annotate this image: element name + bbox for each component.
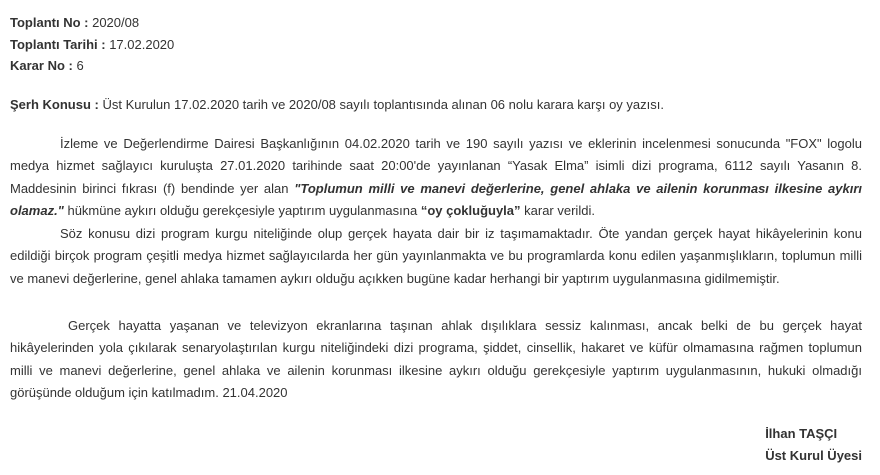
regulation-quote: "Toplumun milli ve manevi değerlerine, genel ahlaka ve ailenin korunması ilkesine aykırı olamaz." bbox=[10, 180, 862, 218]
signatory-name: İlhan TAŞÇI bbox=[765, 426, 838, 441]
signature-block bbox=[765, 423, 862, 467]
paragraph-fiction-argument bbox=[10, 223, 862, 290]
subject-text: Üst Kurulun 17.02.2020 tarih ve 2020/08 sayılı toplantısında alınan 06 nolu karara karşı oy yazısı. bbox=[102, 97, 664, 112]
paragraph-decision-part3: karar verildi. bbox=[520, 202, 595, 218]
paragraph-conclusion bbox=[10, 315, 862, 404]
paragraph-decision-part2: hükmüne aykırı olduğu gerekçesiyle yaptırım uygulanmasına bbox=[63, 202, 421, 218]
subject-label: Şerh Konusu : bbox=[10, 97, 99, 112]
paragraph-decision bbox=[10, 133, 862, 222]
signatory-title: Üst Kurul Üyesi bbox=[765, 448, 862, 463]
meeting-date-value: 17.02.2020 bbox=[109, 37, 175, 52]
meeting-number-label: Toplantı No : bbox=[10, 15, 89, 30]
meeting-number-line bbox=[10, 12, 139, 34]
meeting-date-line bbox=[10, 34, 174, 56]
meeting-date-label: Toplantı Tarihi : bbox=[10, 37, 106, 52]
paragraph-conclusion-text: Gerçek hayatta yaşanan ve televizyon ekranlarına taşınan ahlak dışılıklara sessiz kalınması, ancak belki de bu gerçek hayat hikâyelerinden yola çıkılarak senaryolaştırılan kurgu niteliğindeki dizi programa, şiddet, cinsellik, hakaret ve küfür olmamasına rağmen toplumun milli ve manevi değerlerine, genel ahlaka ve ailenin korunması ilkesine aykırı olduğu gerekçesiyle yaptırım uygulanmasının, hukuki olmadığı görüşünde olduğum için katılmadım. 21.04.2020 bbox=[10, 318, 862, 400]
vote-result: “oy çokluğuyla” bbox=[420, 202, 521, 218]
meeting-number-value: 2020/08 bbox=[92, 15, 140, 30]
decision-number-label: Karar No : bbox=[10, 58, 73, 73]
subject-line bbox=[10, 94, 664, 116]
paragraph-decision-part1: İzleme ve Değerlendirme Dairesi Başkanlığının 04.02.2020 tarih ve 190 sayılı yazısı ve eklerinin incelenmesi sonucunda "FOX" logolu medya hizmet sağlayıcı kuruluşta 27.01.2020 tarihinde saat 20:00'de yayınlanan “Yasak Elma” isimli dizi programa, 6112 sayılı Yasanın 8. Maddesinin birinci fıkrası (f) bendinde yer alan bbox=[10, 136, 862, 196]
paragraph-fiction-text: Söz konusu dizi program kurgu niteliğinde olup gerçek hayata dair bir iz taşımamaktadır. Öte yandan gerçek hayat hikâyelerinin konu edildiği birçok program çeşitli medya hizmet sağlayıcılarda her gün yayınlanmakta ve bu programlarda konu edilen yaşanmışlıkların, toplumun milli ve manevi değerlerine, genel ahlaka tamamen aykırı olduğu açıkken bugüne kadar herhangi bir yaptırım uygulanmasına gidilmemiştir. bbox=[10, 226, 862, 286]
decision-number-value: 6 bbox=[76, 58, 84, 73]
decision-number-line bbox=[10, 55, 84, 77]
